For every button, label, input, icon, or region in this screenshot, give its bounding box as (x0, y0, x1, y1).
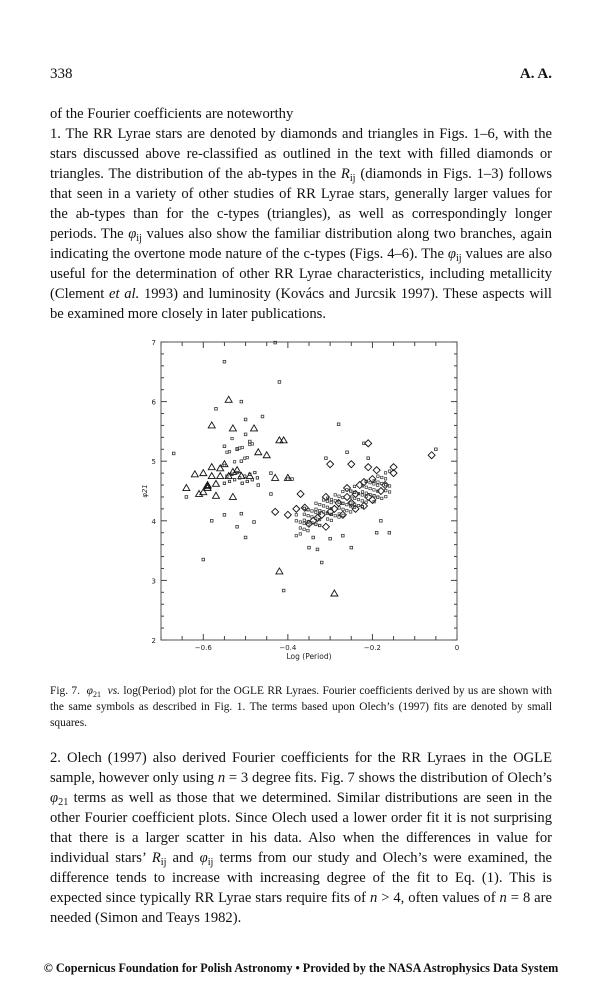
square-marker (346, 509, 348, 511)
square-marker (388, 531, 391, 534)
square-marker (325, 457, 328, 460)
square-marker (228, 480, 230, 482)
triangle-marker (229, 425, 236, 431)
square-marker (435, 448, 438, 451)
square-marker (315, 511, 317, 513)
square-marker (299, 521, 301, 523)
square-marker (357, 498, 359, 500)
square-marker (233, 478, 235, 480)
square-marker (223, 464, 225, 466)
y-tick-label: 7 (151, 339, 156, 347)
square-marker (342, 534, 345, 537)
square-marker (223, 445, 226, 448)
square-marker (312, 536, 315, 539)
square-marker (249, 443, 251, 445)
square-marker (346, 503, 348, 505)
square-marker (350, 502, 352, 504)
square-marker (350, 546, 353, 549)
square-marker (249, 440, 252, 443)
square-marker (384, 472, 386, 474)
square-marker (388, 491, 390, 493)
square-marker (326, 506, 328, 508)
square-marker (319, 503, 321, 505)
square-marker (233, 461, 235, 463)
square-marker (303, 513, 305, 515)
square-marker (377, 484, 379, 486)
y-tick-label: 2 (151, 637, 156, 645)
square-marker (381, 497, 383, 499)
square-marker (295, 520, 297, 522)
diamond-marker (348, 461, 355, 468)
square-marker (185, 496, 188, 499)
square-marker (303, 522, 305, 524)
square-marker (299, 527, 301, 529)
diamond-marker (314, 514, 321, 521)
triangle-marker (212, 492, 219, 498)
square-marker (295, 535, 297, 537)
triangle-marker (263, 452, 270, 458)
square-marker (228, 450, 230, 452)
square-marker (380, 520, 383, 523)
square-marker (357, 504, 359, 506)
square-marker (373, 483, 375, 485)
triangle-marker (221, 461, 228, 467)
plot-area (141, 339, 459, 661)
square-marker (384, 478, 386, 480)
diamond-marker (284, 511, 291, 518)
triangle-marker (225, 396, 232, 402)
square-marker (270, 472, 273, 475)
diamond-marker (373, 467, 380, 474)
square-marker (240, 400, 243, 403)
square-marker (241, 446, 243, 448)
square-marker (377, 475, 379, 477)
square-marker (330, 498, 332, 500)
triangle-marker (272, 474, 279, 480)
diamond-marker (272, 508, 279, 515)
square-marker (369, 481, 371, 483)
square-marker (375, 531, 378, 534)
square-marker (226, 451, 228, 453)
square-marker (365, 486, 367, 488)
y-axis-label: φ21 (141, 484, 149, 498)
paragraph-2: 2. Olech (1997) also derived Fourier coefficients for the RR Lyraes in the OGLE sample, however only using n = 3 degree fits. Fig. 7 shows the distribution of Olech’s $\varphi_{21}$ terms as well as those that we determined. Similar distributions are seen in the other Fourier coefficient plots. Since Olech used a lower order fit it is not surprising that there is a larger scatter in his data. Also when the differences in value for individual stars’ $R_{ij}$ and $\varphi_{ij}$ terms from our study and Olech’s were examined, the difference tends to increase with increasing degree of the fit to Eq. (1). This is expected since typically RR Lyrae stars require fits of n > 4, often values of n = 8 are needed (Simon and Teays 1982). (50, 750, 552, 926)
square-marker (282, 589, 285, 592)
square-marker (261, 415, 264, 418)
square-marker (210, 520, 213, 523)
square-marker (361, 500, 363, 502)
square-marker (329, 537, 332, 540)
square-marker (334, 494, 336, 496)
paragraph-1: 1. The RR Lyrae stars are denoted by diamonds and triangles in Figs. 1–6, with the stars discussed above re-classified as outlined in the text with filled diamonds or triangles. The distribution of the ab-types in the $R_{ij}$ (diamonds in Figs. 1–3) follows that seen in a variety of other studies of RR Lyrae stars, generally larger values for the ab-types than for the c-types (triangles), as well as correspondingly longer periods. The $\varphi_{ij}$ values also show the familiar distribution along two branches, again indicating the overtone mode nature of the c-types (Figs. 4–6). The $\varphi_{ij}$ values are also useful for the determination of other RR Lyrae characteristics, including metallicity (Clement et al. 1993) and luminosity (Kovács and Jurcsik 1997). These aspects will be examined more closely in later publications. (50, 126, 552, 322)
square-marker (369, 487, 371, 489)
diamond-marker (297, 490, 304, 497)
square-marker (334, 515, 336, 517)
triangle-marker (200, 470, 207, 476)
triangle-marker (255, 449, 262, 455)
triangle-marker (191, 471, 198, 477)
square-marker (337, 423, 340, 426)
footer-credit: © Copernicus Foundation for Polish Astronomy • Provided by the NASA Astrophysics Data System (43, 961, 559, 975)
diamond-marker (377, 488, 384, 495)
diamond-marker (365, 464, 372, 471)
y-tick-label: 5 (151, 458, 156, 467)
square-marker (381, 476, 383, 478)
square-marker (202, 558, 205, 561)
triangle-marker (217, 465, 224, 471)
square-marker (377, 481, 379, 483)
triangle-marker (208, 422, 215, 428)
square-marker (330, 519, 332, 521)
square-marker (299, 533, 301, 535)
triangle-marker (208, 473, 215, 479)
square-marker (308, 546, 311, 549)
square-marker (291, 478, 294, 481)
square-marker (388, 470, 390, 472)
square-marker (320, 561, 323, 564)
square-marker (253, 521, 256, 524)
square-marker (315, 502, 317, 504)
square-marker (278, 381, 281, 384)
square-marker (246, 480, 248, 482)
square-marker (254, 471, 256, 473)
square-marker (256, 477, 258, 479)
square-marker (338, 516, 340, 518)
square-marker (361, 491, 363, 493)
triangle-marker (212, 480, 219, 486)
square-marker (233, 478, 235, 480)
square-marker (223, 482, 225, 484)
square-marker (240, 512, 243, 515)
square-marker (322, 505, 324, 507)
square-marker (361, 494, 363, 496)
square-marker (241, 482, 243, 484)
square-marker (244, 433, 247, 436)
square-marker (307, 514, 309, 516)
paragraph-2-section (50, 748, 552, 928)
diamond-marker (365, 440, 372, 447)
square-marker (342, 490, 344, 492)
diamond-marker (322, 523, 329, 530)
intro-lead: of the Fourier coefficients are noteworthy (50, 106, 294, 122)
triangle-marker (251, 425, 258, 431)
page-number: 338 (50, 66, 73, 82)
x-tick-label: 0 (454, 644, 460, 652)
square-marker (244, 457, 246, 459)
y-tick-label: 3 (151, 577, 156, 586)
square-marker (257, 484, 260, 487)
square-marker (338, 495, 340, 497)
square-marker (342, 514, 344, 516)
square-marker (363, 442, 366, 445)
square-marker (353, 485, 355, 487)
triangle-marker (276, 568, 283, 574)
square-marker (228, 480, 230, 482)
square-marker (315, 508, 317, 510)
square-marker (346, 451, 349, 454)
triangle-marker (183, 485, 190, 491)
square-marker (240, 460, 243, 463)
plot-frame (161, 342, 457, 640)
y-tick-label: 6 (151, 398, 156, 407)
square-marker (223, 482, 225, 484)
x-tick-label: −0.6 (194, 644, 212, 652)
diamond-marker (293, 505, 300, 512)
x-axis-label: Log (Period) (286, 652, 332, 661)
square-marker (385, 489, 387, 491)
diamond-marker (428, 452, 435, 459)
square-marker (274, 341, 277, 344)
square-marker (367, 457, 370, 460)
square-marker (223, 360, 226, 363)
square-marker (172, 452, 175, 455)
square-marker (241, 482, 243, 484)
square-marker (307, 529, 309, 531)
square-marker (326, 518, 328, 520)
square-marker (287, 478, 290, 481)
x-tick-label: −0.4 (279, 644, 297, 652)
square-marker (244, 418, 247, 421)
diamond-marker (369, 496, 376, 503)
square-marker (349, 511, 351, 513)
triangle-marker (229, 493, 236, 499)
square-marker (295, 514, 297, 516)
square-marker (319, 509, 321, 511)
square-marker (246, 456, 248, 458)
square-marker (223, 514, 226, 517)
y-tick-label: 4 (151, 517, 156, 526)
square-marker (342, 508, 344, 510)
triangle-marker (217, 473, 224, 479)
square-marker (330, 501, 332, 503)
square-marker (244, 536, 247, 539)
x-tick-label: −0.2 (363, 644, 381, 652)
figure-caption: Fig. 7. $\varphi_{21}$ vs. log(Period) plot for the OGLE RR Lyraes. Fourier coefficients derived by us are shown with the same symbols as described in Fig. 1. The terms based upon Olech’s (1997) fits are denoted by small squares. (50, 685, 552, 729)
square-marker (236, 525, 239, 528)
square-marker (385, 495, 387, 497)
diamond-marker (331, 505, 338, 512)
triangle-marker (331, 590, 338, 596)
square-marker (215, 407, 218, 410)
diamond-marker (327, 461, 334, 468)
square-marker (256, 477, 258, 479)
square-marker (303, 528, 305, 530)
square-marker (231, 437, 233, 439)
triangle-marker (208, 464, 215, 470)
square-marker (311, 510, 313, 512)
running-head: A. A. (519, 66, 552, 82)
square-marker (270, 493, 273, 496)
square-marker (316, 548, 319, 551)
square-marker (246, 480, 248, 482)
square-marker (254, 471, 256, 473)
square-marker (303, 519, 305, 521)
square-marker (373, 489, 375, 491)
